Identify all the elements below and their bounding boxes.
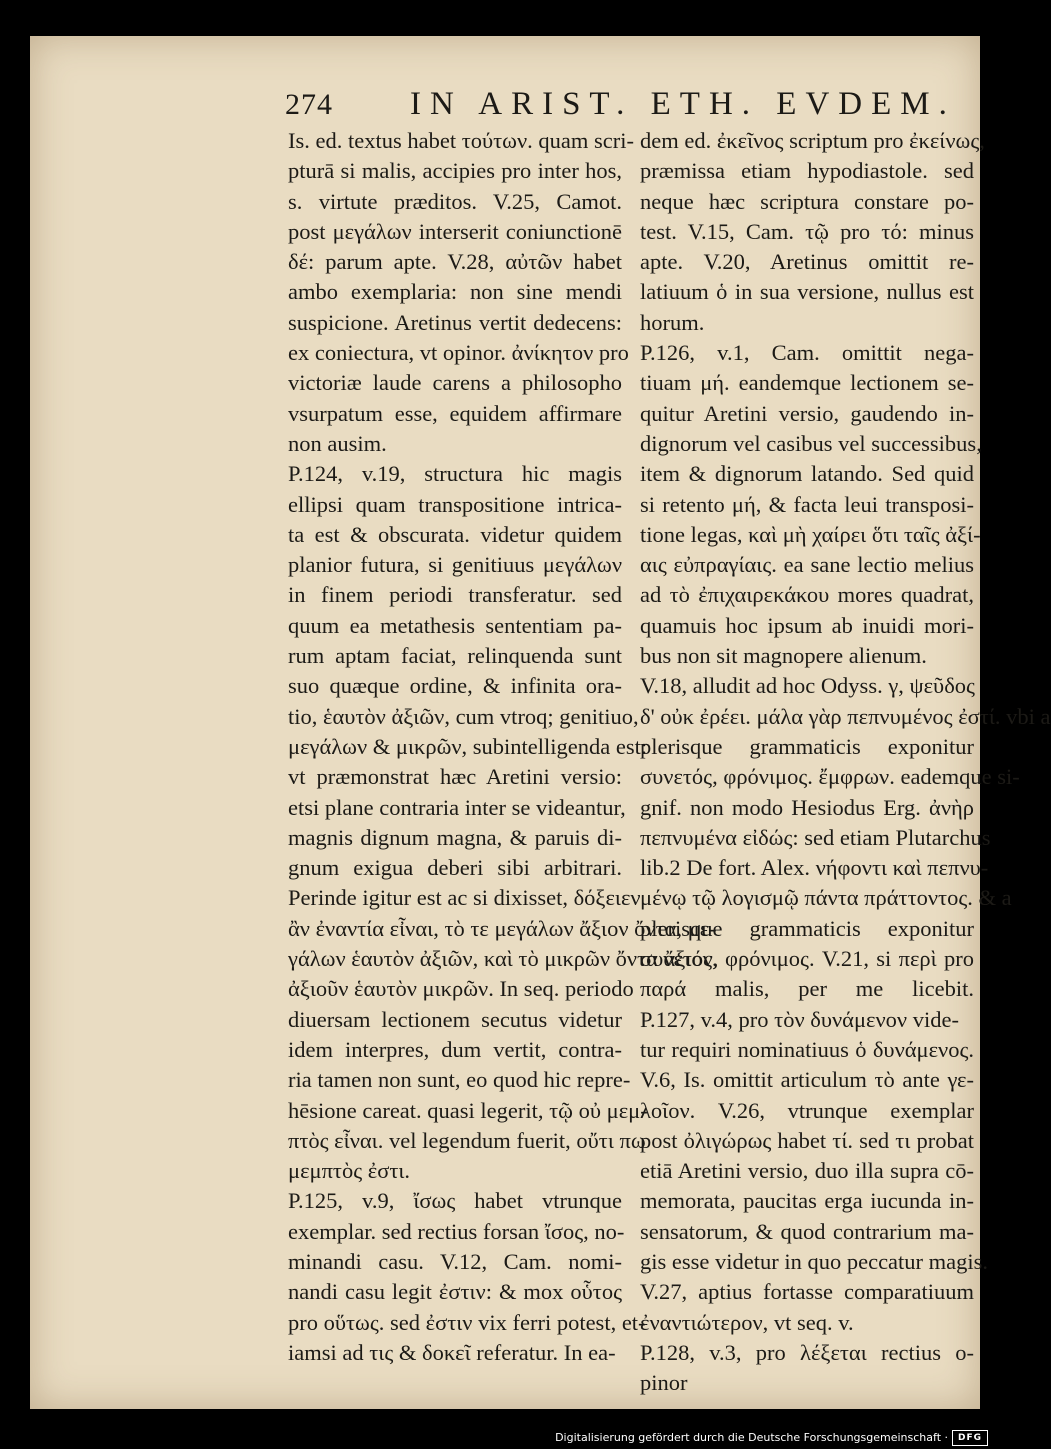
text-line: V.27, aptius fortasse comparatiuum — [640, 1279, 974, 1305]
text-line: tur requiri nominatiuus ὁ δυνάμενος. — [640, 1036, 974, 1062]
text-line: lib.2 De fort. Alex. νήφοντι καὶ πεπνυ- — [640, 855, 989, 881]
text-line: apte. V.20, Aretinus omittit re- — [640, 249, 974, 275]
text-line: gis esse videtur in quo peccatur magis. — [640, 1248, 989, 1274]
text-line: plerisque grammaticis exponitur — [640, 915, 974, 941]
text-line: P.126, v.1, Cam. omittit nega- — [640, 340, 974, 366]
text-line: ellipsi quam transpositione intrica- — [288, 491, 622, 517]
text-line: tione legas, καὶ μὴ χαίρει ὅτι ταῖς ἀξί- — [640, 521, 981, 547]
text-line: ἂν ἐναντία εἶναι, τὸ τε μεγάλων ἄξιον ὄντα, με- — [288, 915, 717, 941]
text-line: μένῳ τῷ λογισμῷ πάντα πράττοντος. & a — [640, 885, 1012, 911]
text-line: V.6, Is. omittit articulum τὸ ante γε- — [640, 1067, 974, 1093]
digitization-footer — [0, 1425, 1000, 1449]
text-line: vt præmonstrat hæc Aretini versio: — [288, 764, 622, 790]
text-line: ex coniectura, vt opinor. ἀνίκητον pro — [288, 340, 629, 366]
text-line: si retento μή, & facta leui transposi- — [640, 491, 974, 517]
right-text-column — [640, 126, 1051, 1398]
text-line: bus non sit magnopere alienum. — [640, 643, 927, 669]
text-line: horum. — [640, 309, 705, 335]
text-line: P.128, v.3, pro λέξεται rectius o- — [640, 1339, 974, 1365]
text-line: tiuam μή. eandemque lectionem se- — [640, 370, 974, 396]
text-line: tio, ἑαυτὸν ἀξιῶν, cum vtroq; genitiuo, — [288, 703, 639, 729]
text-line: ἀξιοῦν ἑαυτὸν μικρῶν. In seq. periodo — [288, 976, 634, 1002]
text-line: dem ed. ἐκεῖνος scriptum pro ἐκείνως, — [640, 128, 985, 153]
text-line: ad τὸ ἐπιχαιρεκάκου mores quadrat, — [640, 582, 974, 608]
text-line: sensatorum, & quod contrarium ma- — [640, 1218, 974, 1244]
text-line: λοῖον. V.26, vtrunque exemplar — [640, 1097, 974, 1123]
text-line: etsi plane contraria inter se videantur, — [288, 794, 626, 820]
text-line: post μεγάλων interserit coniunctionē — [288, 218, 622, 244]
text-line: πεπνυμένα εἰδώς: sed etiam Plutarchus — [640, 824, 991, 850]
text-line: victoriæ laude carens a philosopho — [288, 370, 622, 396]
page-number: 274 — [285, 88, 333, 121]
text-line: pro οὕτως. sed ἐστιν vix ferri potest, et- — [288, 1309, 646, 1335]
text-line: in finem periodi transferatur. sed — [288, 582, 622, 608]
text-line: μεμπτὸς ἐστι. — [288, 1158, 411, 1184]
text-line: μεγάλων & μικρῶν, subintelligenda est: — [288, 733, 648, 759]
text-line: s. virtute præditos. V.25, Camot. — [288, 188, 622, 214]
text-line: Is. ed. textus habet τούτων. quam scri- — [288, 128, 635, 153]
text-line: αις εὐπραγίαις. ea sane lectio melius — [640, 552, 974, 578]
text-line: δ' οὐκ ἐρέει. μάλα γὰρ πεπνυμένος ἐστί. vbi a — [640, 703, 1051, 729]
text-line: Perinde igitur est ac si dixisset, δόξειεν — [288, 885, 641, 911]
running-title: IN ARIST. ETH. EVDEM. — [410, 86, 956, 122]
text-line: suo quæque ordine, & infinita ora- — [288, 673, 622, 699]
text-line: ἐναντιώτερον, vt seq. v. — [640, 1309, 854, 1335]
text-line: exemplar. sed rectius forsan ἴσος, no- — [288, 1218, 625, 1244]
text-line: συνετός, φρόνιμος. V.21, si περὶ pro — [640, 946, 974, 972]
text-line: neque hæc scriptura constare po- — [640, 188, 974, 214]
text-line: minandi casu. V.12, Cam. nomi- — [288, 1248, 622, 1274]
text-line: pinor — [640, 1370, 688, 1396]
text-line: suspicione. Aretinus vertit dedecens: — [288, 309, 622, 335]
text-line: planior futura, si genitiuus μεγάλων — [288, 552, 622, 578]
text-line: hēsione careat. quasi legerit, τῷ οὐ μεμ- — [288, 1097, 648, 1123]
text-line: plerisque grammaticis exponitur — [640, 733, 974, 759]
text-line: vsurpatum esse, equidem affirmare — [288, 400, 622, 426]
text-line: quamuis hoc ipsum ab inuidi mori- — [640, 612, 974, 638]
text-line: δέ: parum apte. V.28, αὐτῶν habet — [288, 249, 622, 275]
text-line: non ausim. — [288, 430, 387, 456]
text-line: ria tamen non sunt, eo quod hic repre- — [288, 1067, 631, 1093]
text-line: memorata, paucitas erga iucunda in- — [640, 1188, 974, 1214]
text-line: rum aptam faciat, relinquenda sunt — [288, 643, 622, 669]
text-line: gnif. non modo Hesiodus Erg. ἀνὴρ — [640, 794, 974, 820]
text-line: post ὀλιγώρως habet τί. sed τι probat — [640, 1127, 974, 1153]
text-line: V.18, alludit ad hoc Odyss. γ, ψεῦδος — [640, 673, 975, 699]
text-line: συνετός, φρόνιμος. ἔμφρων. eademque si- — [640, 764, 1020, 790]
text-line: πτὸς εἶναι. vel legendum fuerit, οὔτι πω — [288, 1127, 646, 1153]
text-line: item & dignorum latando. Sed quid — [640, 461, 974, 487]
text-line: quitur Aretini versio, gaudendo in- — [640, 400, 974, 426]
funding-notice: Digitalisierung gefördert durch die Deutsche Forschungsgemeinschaft · — [555, 1431, 948, 1444]
text-line: latiuum ὁ in sua versione, nullus est — [640, 279, 974, 305]
text-line: gnum exigua deberi sibi arbitrari. — [288, 855, 622, 881]
dfg-logo: DFG — [952, 1430, 988, 1446]
text-line: idem interpres, dum vertit, contra- — [288, 1036, 622, 1062]
text-line: ta est & obscurata. videtur quidem — [288, 521, 622, 547]
text-line: pturā si malis, accipies pro inter hos, — [288, 158, 622, 184]
text-line: γάλων ἑαυτὸν ἀξιῶν, καὶ τὸ μικρῶν ὄντα ἄξιον, — [288, 946, 719, 972]
text-line: quum ea metathesis sententiam pa- — [288, 612, 622, 638]
text-line: P.127, v.4, pro τὸν δυνάμενον vide- — [640, 1006, 959, 1032]
text-line: iamsi ad τις & δοκεῖ referatur. In ea- — [288, 1339, 616, 1365]
text-line: test. V.15, Cam. τῷ pro τό: minus — [640, 218, 974, 244]
text-line: P.124, v.19, structura hic magis — [288, 461, 622, 487]
text-line: nandi casu legit ἐστιν: & mox οὗτος — [288, 1279, 622, 1305]
text-line: magnis dignum magna, & paruis di- — [288, 824, 622, 850]
text-line: dignorum vel casibus vel successibus, — [640, 430, 982, 456]
text-line: παρά malis, per me licebit. — [640, 976, 974, 1002]
page-header — [285, 86, 975, 130]
text-line: etiā Aretini versio, duo illa supra cō- — [640, 1158, 974, 1184]
text-line: P.125, v.9, ἴσως habet vtrunque — [288, 1188, 622, 1214]
text-line: ambo exemplaria: non sine mendi — [288, 279, 622, 305]
text-line: diuersam lectionem secutus videtur — [288, 1006, 622, 1032]
text-line: præmissa etiam hypodiastole. sed — [640, 158, 974, 184]
